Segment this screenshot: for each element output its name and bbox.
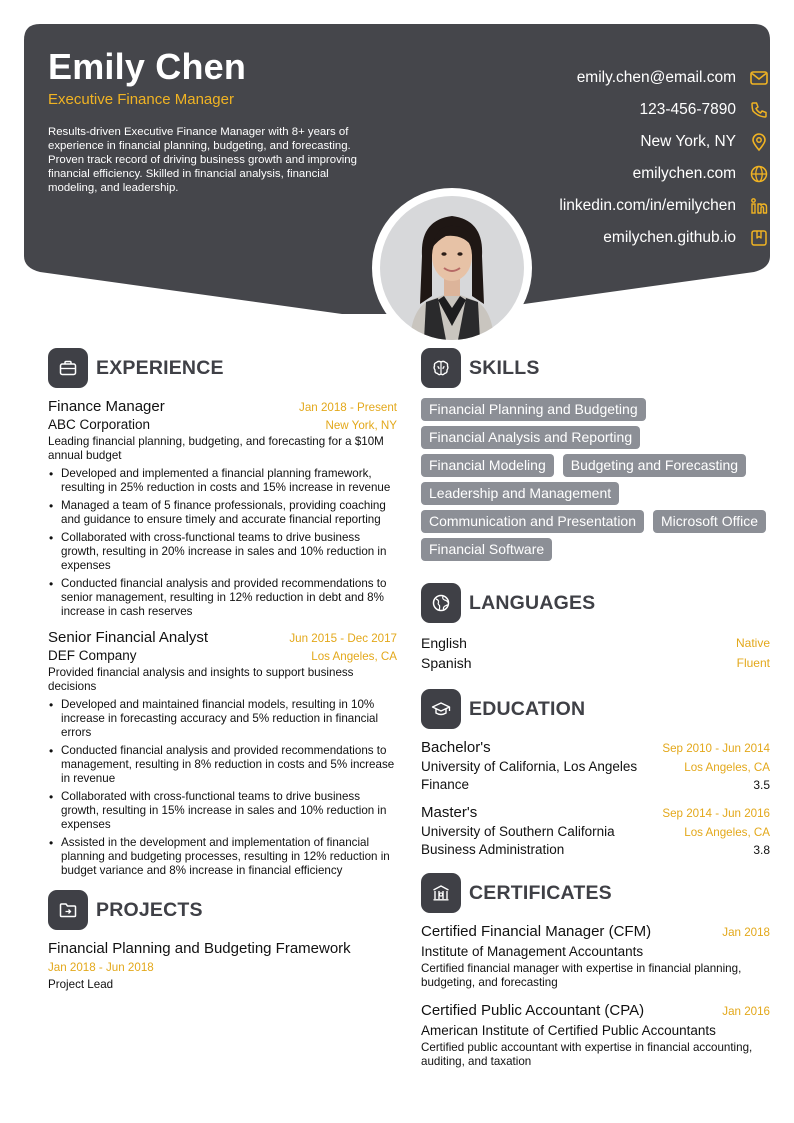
skills-title: SKILLS <box>469 356 540 379</box>
school-name: University of California, Los Angeles <box>421 759 638 774</box>
globe-icon <box>748 163 770 185</box>
certificate-description: Certified public accountant with expertise in financial accounting, auditing, and taxation <box>421 1041 753 1068</box>
experience-header <box>48 348 397 388</box>
avatar-illustration <box>380 196 524 340</box>
graduation-cap-icon <box>421 689 461 729</box>
job-bullets <box>48 698 397 878</box>
contact-phone[interactable] <box>410 94 770 126</box>
candidate-title: Executive Finance Manager <box>48 91 234 108</box>
contact-website-text[interactable]: emilychen.com <box>632 165 736 182</box>
job-location: Los Angeles, CA <box>311 650 397 663</box>
job-title: Finance Manager <box>48 398 165 415</box>
contact-email[interactable] <box>410 62 770 94</box>
certificate-date: Jan 2016 <box>722 1005 770 1018</box>
projects-title: PROJECTS <box>96 898 203 921</box>
education-item <box>421 804 770 857</box>
projects-header <box>48 890 397 930</box>
project-name: Financial Planning and Budgeting Framework <box>48 940 351 957</box>
company-name: DEF Company <box>48 648 137 663</box>
project-dates: Jan 2018 - Jun 2018 <box>48 961 154 974</box>
gpa: 3.5 <box>753 778 770 792</box>
skill-tag: Leadership and Management <box>421 482 619 505</box>
bookmark-icon <box>748 227 770 249</box>
contact-linkedin-text[interactable]: linkedin.com/in/emilychen <box>559 197 736 214</box>
education-item <box>421 739 770 792</box>
contact-github-text[interactable]: emilychen.github.io <box>603 229 736 246</box>
contact-website[interactable] <box>410 158 770 190</box>
job-location: New York, NY <box>325 419 397 432</box>
list-item: • Conducted financial analysis and provided recommendations to management, resulting in 8% reduction in costs and 5% increase in revenue <box>48 744 397 786</box>
list-item: • Assisted in the development and implementation of financial planning and budgeting processes, resulting in 12% reduction in budget variance and 8% increase in financial efficiency <box>48 836 397 878</box>
experience-item <box>48 398 397 619</box>
certificate-item <box>421 923 770 990</box>
certificate-description: Certified financial manager with expertise in financial planning, budgeting, and forecasting <box>421 962 742 989</box>
job-title: Senior Financial Analyst <box>48 629 209 646</box>
project-role: Project Lead <box>48 978 114 991</box>
education-title: EDUCATION <box>469 697 586 720</box>
language-level: Native <box>735 636 770 650</box>
education-dates: Sep 2014 - Jun 2016 <box>662 807 770 820</box>
linkedin-icon <box>748 195 770 217</box>
field-of-study: Business Administration <box>421 842 565 857</box>
language-globe-icon <box>421 583 461 623</box>
certificate-item <box>421 1002 770 1069</box>
contact-location-text: New York, NY <box>640 133 736 150</box>
job-bullets <box>48 467 397 619</box>
mail-icon <box>748 67 770 89</box>
list-item: • Managed a team of 5 finance professionals, providing coaching and guidance to ensure timely and accurate financial reporting <box>48 499 397 527</box>
skill-tag: Financial Planning and Budgeting <box>421 398 646 421</box>
skill-tags <box>421 398 770 561</box>
job-summary: Provided financial analysis and insights to support business decisions <box>48 666 354 693</box>
phone-icon <box>748 99 770 121</box>
contact-email-text[interactable]: emily.chen@email.com <box>576 69 736 86</box>
gpa: 3.8 <box>753 843 770 857</box>
certificate-issuer: American Institute of Certified Public Accountants <box>421 1023 716 1038</box>
language-name: English <box>421 635 467 651</box>
field-of-study: Finance <box>421 777 470 792</box>
languages-header <box>421 583 770 623</box>
certificates-title: CERTIFICATES <box>469 881 612 904</box>
list-item: • Developed and implemented a financial planning framework, resulting in 25% reduction in costs and 15% increase in revenue <box>48 467 397 495</box>
degree: Bachelor's <box>421 739 491 756</box>
list-item: • Collaborated with cross-functional teams to drive business growth, resulting in 20% increase in sales and 10% reduction in expenses <box>48 531 397 573</box>
school-name: University of Southern California <box>421 824 615 839</box>
right-column <box>421 348 770 1081</box>
skills-header <box>421 348 770 388</box>
skill-tag: Budgeting and Forecasting <box>563 454 746 477</box>
briefcase-icon <box>48 348 88 388</box>
skill-tag: Financial Software <box>421 538 552 561</box>
education-dates: Sep 2010 - Jun 2014 <box>662 742 770 755</box>
contact-phone-text[interactable]: 123-456-7890 <box>639 101 736 118</box>
institution-icon <box>421 873 461 913</box>
skill-tag: Microsoft Office <box>653 510 766 533</box>
education-header <box>421 689 770 729</box>
experience-item <box>48 629 397 878</box>
language-item <box>421 653 770 673</box>
list-item: • Collaborated with cross-functional teams to drive business growth, resulting in 15% increase in sales and 10% reduction in expenses <box>48 790 397 832</box>
school-location: Los Angeles, CA <box>684 826 770 839</box>
candidate-name: Emily Chen <box>48 46 247 87</box>
contact-location <box>410 126 770 158</box>
job-summary: Leading financial planning, budgeting, and forecasting for a $10M annual budget <box>48 435 384 462</box>
list-item: • Conducted financial analysis and provided recommendations to senior management, resulting in 12% reduction in debt and 8% increase in cash reserves <box>48 577 397 619</box>
skill-tag: Financial Modeling <box>421 454 554 477</box>
certificate-name: Certified Financial Manager (CFM) <box>421 923 652 940</box>
job-dates: Jan 2018 - Present <box>299 401 397 414</box>
company-name: ABC Corporation <box>48 417 151 432</box>
degree: Master's <box>421 804 478 821</box>
skill-tag: Financial Analysis and Reporting <box>421 426 640 449</box>
profile-photo <box>372 188 532 348</box>
location-pin-icon <box>748 131 770 153</box>
folder-icon <box>48 890 88 930</box>
project-item <box>48 940 397 992</box>
certificates-header <box>421 873 770 913</box>
certificate-date: Jan 2018 <box>722 926 770 939</box>
profile-summary: Results-driven Executive Finance Manager with 8+ years of experience in financial planning, budgeting, and forecasting. Proven track record of driving business growth and improving financial efficiency. Skilled in financial analysis, financial modeling, and leadership. <box>48 126 357 194</box>
language-level: Fluent <box>736 656 770 670</box>
language-item <box>421 633 770 653</box>
list-item: • Developed and maintained financial models, resulting in 10% increase in forecasting accuracy and 5% reduction in financial errors <box>48 698 397 740</box>
left-column <box>48 348 397 992</box>
job-dates: Jun 2015 - Dec 2017 <box>289 632 397 645</box>
experience-title: EXPERIENCE <box>96 356 224 379</box>
brain-icon <box>421 348 461 388</box>
languages-title: LANGUAGES <box>469 591 596 614</box>
skill-tag: Communication and Presentation <box>421 510 644 533</box>
language-name: Spanish <box>421 655 472 671</box>
certificate-issuer: Institute of Management Accountants <box>421 944 644 959</box>
certificate-name: Certified Public Accountant (CPA) <box>421 1002 645 1019</box>
school-location: Los Angeles, CA <box>684 761 770 774</box>
